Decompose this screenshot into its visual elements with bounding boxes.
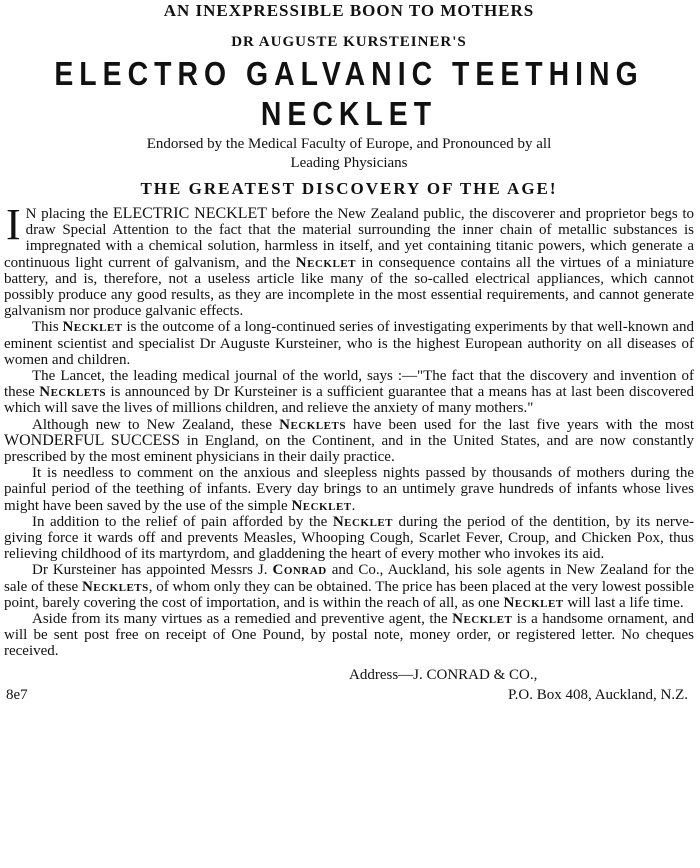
address-line-1: Address—J. CONRAD & CO., [349,666,538,683]
paragraph-outcome: This Necklet is the outcome of a long-continued series of investigating experiments by that well-known and eminent scientist and specialist Dr Auguste Kursteiner, who is the highest European authority on all diseases of women and children. [4,319,694,368]
product-title: ELECTRO GALVANIC TEETHING NECKLET [54,55,644,132]
address-line-2: P.O. Box 408, Auckland, N.Z. [508,686,688,703]
paragraph-success: Although new to New Zealand, these Necklets have been used for the last five years with the most WONDERFUL SUCCESS in England, on the Continent, and in the United States, and are now constantly prescribed by the most eminent physicians in their daily practice. [4,416,694,466]
endorsement-line-2: Leading Physicians [290,155,408,171]
endorsement-line-1: Endorsed by the Medical Faculty of Europe, and Pronounced by all [146,136,552,152]
paragraph-agents: Dr Kursteiner has appointed Messrs J. Conrad and Co., Auckland, his sole agents in New Zealand for the sale of these Necklets, of whom only they can be obtained. The price has been placed at the very lowest possible point, barely covering the cost of importation, and is within the reach of all, as one Necklet will last a life time. [4,562,695,611]
paragraph-intro: I N placing the ELECTRIC NECKLET before the New Zealand public, the discoverer and proprietor begs to draw Special Attention to the fact that the material surrounding the inner chain of metallic substances is impregnated with a chemical solution, harmless in itself, and yet containing titanic powers, which generate a continuous light current of galvanism, and the Necklet in consequence contains all the virtues of a miniature battery, and is, therefore, not a useless article like many of the so-called electrical appliances, which cannot possibly produce any good results, as they are incomplete in the most essential requirements, and cannot generate galvanism nor produce galvanic effects. [4,200,694,320]
drop-cap: I [6,200,21,249]
boon-heading: AN INEXPRESSIBLE BOON TO MOTHERS [163,1,535,20]
advertisement-body [4,200,695,660]
paragraph-lancet: The Lancet, the leading medical journal of the world, says :—"The fact that the discovery and invention of these Necklets is announced by Dr Kursteiner is a sufficient guarantee that a means has at last been discovered which will save the lives of millions children, and relieve the anxiety of many mothers." [4,368,695,417]
greatest-discovery-heading: THE GREATEST DISCOVERY OF THE AGE! [140,179,558,198]
paragraph-ornament: Aside from its many virtues as a remedied and preventive agent, the Necklet is a handsome ornament, and will be sent post free on receipt of One Pound, by postal note, money order, or registered letter. No cheques received. [4,611,694,660]
address-block [4,666,694,706]
paragraph-mothers: It is needless to comment on the anxious and sleepless nights passed by thousands of mothers during the painful period of the teething of infants. Every day brings to an untimely grave hundreds of infants whose lives might have been saved by the use of the simple Necklet. [4,465,694,514]
paragraph-relief: In addition to the relief of pain afforded by the Necklet during the period of the dentition, by its nerve-giving force it wards off and prevents Measles, Whooping Cough, Scarlet Fever, Croup, and Chicken Pox, thus relieving childhood of its martyrdom, and gladdening the heart of every mother who invokes its aid. [4,513,694,563]
ad-code: 8e7 [6,686,28,703]
maker-heading: DR AUGUSTE KURSTEINER'S [231,34,467,50]
